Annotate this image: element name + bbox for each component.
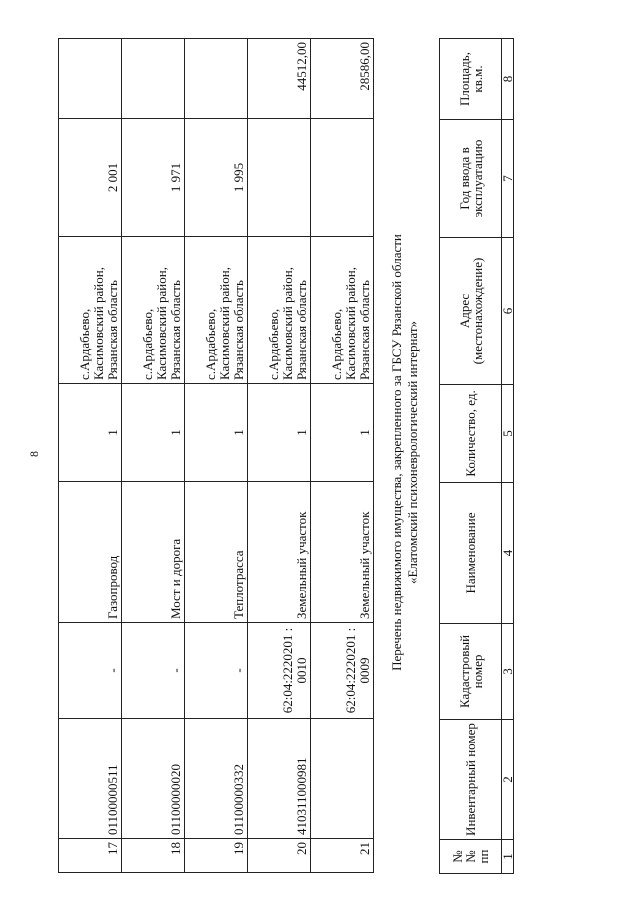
header-name: Наименование [440,483,502,624]
year-cell: 2 001 [59,119,122,237]
area-cell [122,39,185,119]
year-cell: 1 995 [185,119,248,237]
area-cell [185,39,248,119]
area-cell [59,39,122,119]
header-number: № № пп [440,840,502,874]
row-number-cell: 17 [59,839,122,873]
column-index: 2 [502,720,514,840]
year-cell: 1 971 [122,119,185,237]
inventory-number-cell: 410311000981 [248,719,311,839]
header-year: Год ввода в эксплуатацию [440,120,502,238]
name-cell: Мост и дорога [122,482,185,623]
column-index: 3 [502,624,514,720]
column-index: 4 [502,483,514,624]
header-area: Площадь, кв.м. [440,39,502,120]
table-row [185,39,248,873]
cadastral-number-cell: 62:04:2220201 : 0009 [311,623,374,719]
address-cell: с.Ардабьево, Касимовский район, Рязанская область [185,237,248,384]
inventory-number-cell [311,719,374,839]
header-inventory-number: Инвентарный номер [440,720,502,840]
header-cadastral-number: Кадастровый номер [440,624,502,720]
inventory-number-cell: 01100000020 [122,719,185,839]
inventory-number-cell: 01100000511 [59,719,122,839]
address-cell: с.Ардабьево, Касимовский район, Рязанская область [311,237,374,384]
area-cell: 44512,00 [248,39,311,119]
property-table-continued [58,38,374,873]
table-row [311,39,374,873]
cadastral-number-cell: - [122,623,185,719]
table-row [122,39,185,873]
cadastral-number-cell: - [59,623,122,719]
name-cell: Теплотрасса [185,482,248,623]
name-cell: Земельный участок [311,482,374,623]
list-title-line-1: Перечень недвижимого имущества, закрепленного за ГБСУ Рязанской области [389,234,404,671]
cadastral-number-cell: - [185,623,248,719]
row-number-cell: 21 [311,839,374,873]
column-index: 6 [502,238,514,385]
quantity-cell: 1 [248,384,311,482]
table-row [59,39,122,873]
year-cell [311,119,374,237]
area-cell: 28586,00 [311,39,374,119]
quantity-cell: 1 [311,384,374,482]
property-list-header-table [439,38,514,874]
header-quantity: Количество, ед. [440,385,502,483]
name-cell: Газопровод [59,482,122,623]
quantity-cell: 1 [185,384,248,482]
column-index: 7 [502,120,514,238]
year-cell [248,119,311,237]
quantity-cell: 1 [59,384,122,482]
address-cell: с.Ардабьево, Касимовский район, Рязанская область [248,237,311,384]
column-index: 5 [502,385,514,483]
column-index: 8 [502,39,514,120]
row-number-cell: 20 [248,839,311,873]
address-cell: с.Ардабьево, Касимовский район, Рязанская область [59,237,122,384]
header-address: Адрес (местонахождение) [440,238,502,385]
address-cell: с.Ардабьево, Касимовский район, Рязанская область [122,237,185,384]
cadastral-number-cell: 62:04:2220201 : 0010 [248,623,311,719]
table-row [248,39,311,873]
inventory-number-cell: 01100000332 [185,719,248,839]
column-index: 1 [502,840,514,874]
name-cell: Земельный участок [248,482,311,623]
row-number-cell: 18 [122,839,185,873]
list-title-line-2: «Елатомский психоневрологический интернат» [405,320,420,585]
row-number-cell: 19 [185,839,248,873]
quantity-cell: 1 [122,384,185,482]
page-number: 8 [27,451,41,457]
